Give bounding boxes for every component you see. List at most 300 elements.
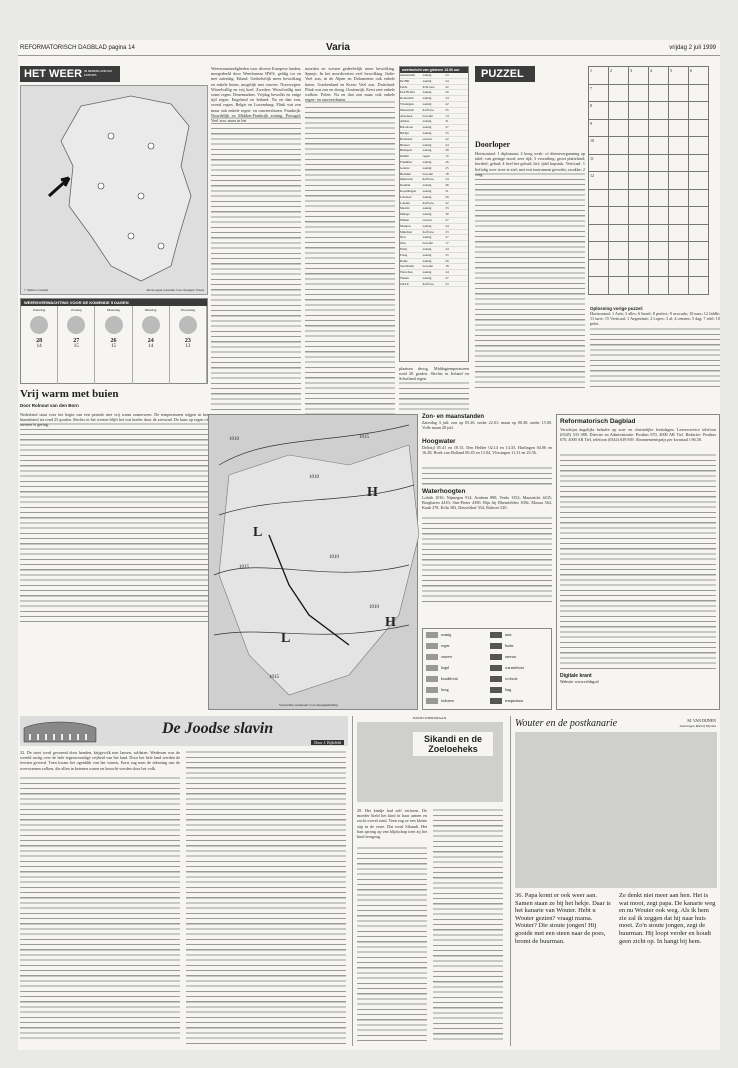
newspaper-page bbox=[18, 40, 720, 1050]
temp-cell: zonnig bbox=[422, 78, 432, 83]
puzzle-cell[interactable] bbox=[609, 102, 629, 120]
sikandi-comic bbox=[352, 716, 506, 1046]
puzzle-cell[interactable] bbox=[669, 102, 689, 120]
section-title: Varia bbox=[326, 42, 350, 53]
netherlands-map bbox=[20, 85, 208, 295]
isobar-label: 1010 bbox=[229, 437, 239, 442]
forecast-min: 14 bbox=[148, 344, 154, 349]
temp-cell: zonnig bbox=[422, 125, 432, 130]
puzzle-clues-text: Horizontaal: 1 diplomaat; 2 hoog werk- of dienstvergunning op tafel; van geringe nood; zeer tijd; 3 verzuiling: groot platteland; bordeel; gehad; 4 heel het geluid; lief; ijdel kopstuk. Verticaal: 1 lieftalig over twee te ziel; met een instrument gewerkt; zwakke; 2 verg. bbox=[475, 151, 585, 177]
puzzle-cell[interactable] bbox=[589, 242, 609, 260]
temp-cell: 14 bbox=[445, 113, 449, 118]
puzzle-cell[interactable] bbox=[649, 259, 669, 277]
colophon-footer: Digitale krant bbox=[560, 673, 592, 679]
sikandi-text: 29. Het kindje had zelf verloren. De moeder hield het kind in haar armen en zocht overal rond. Toen zag ze een kleine stip in de verte. Dat werd Sikandi. Het hart sprong op van blijdschap toen zij het kind terugzag. bbox=[357, 808, 427, 840]
sikandi-title: Sikandi en de Zoeloeheks bbox=[413, 732, 493, 756]
temp-cell: 20 bbox=[445, 90, 449, 95]
legend-label: hoog bbox=[441, 687, 449, 692]
puzzle-row bbox=[589, 102, 709, 120]
weather-legend bbox=[422, 628, 552, 710]
legend-label: mist bbox=[505, 632, 512, 637]
city-dot bbox=[108, 133, 114, 139]
forecast-day bbox=[21, 306, 58, 384]
temp-cell: 24 bbox=[445, 177, 449, 182]
temp-cell: 21 bbox=[445, 188, 449, 193]
puzzle-cell[interactable]: 12 bbox=[589, 172, 609, 190]
legend-symbol bbox=[426, 665, 438, 671]
forecast-max: 28 bbox=[36, 338, 43, 344]
isobar-label: 1010 bbox=[309, 475, 319, 480]
puzzle-cell[interactable] bbox=[629, 207, 649, 225]
puzzle-cell[interactable] bbox=[649, 224, 669, 242]
forecast-day bbox=[58, 306, 95, 384]
puzzle-cell[interactable] bbox=[589, 224, 609, 242]
puzzle-cell[interactable] bbox=[669, 259, 689, 277]
temp-cell: 18 bbox=[445, 264, 449, 269]
temp-cell: Eelde bbox=[400, 84, 408, 89]
low-pressure-label-2: L bbox=[281, 631, 291, 646]
forecast-min: 13 bbox=[185, 344, 191, 349]
temp-cell: 24 bbox=[445, 142, 449, 147]
forecast-max: 27 bbox=[73, 338, 80, 344]
temp-cell: 22 bbox=[445, 136, 449, 141]
puzzle-cell[interactable] bbox=[609, 189, 629, 207]
puzzle-cell[interactable] bbox=[609, 277, 629, 295]
legend-row bbox=[423, 662, 551, 673]
temp-cell: Nice bbox=[400, 235, 407, 240]
page-header bbox=[18, 40, 720, 56]
temp-cell: 24 bbox=[445, 223, 449, 228]
puzzle-cell[interactable] bbox=[649, 102, 669, 120]
puzzle-clues bbox=[475, 140, 585, 390]
city-dot bbox=[148, 143, 154, 149]
temp-cell: zonnig bbox=[422, 275, 432, 280]
forecast-max: 24 bbox=[147, 338, 154, 344]
europe-text-2-lines bbox=[305, 100, 395, 418]
isobar-label: 1015 bbox=[269, 675, 279, 680]
puzzle-row bbox=[589, 84, 709, 102]
forecast-max: 26 bbox=[110, 338, 117, 344]
slavin-col1 bbox=[20, 750, 180, 1046]
tide-text-lines bbox=[422, 466, 552, 486]
temp-cell: zonnig bbox=[422, 159, 432, 164]
puzzle-cell[interactable] bbox=[589, 277, 609, 295]
legend-label: temperatuur bbox=[505, 698, 524, 703]
puzzle-cell[interactable]: 3 bbox=[629, 67, 649, 85]
sun-cloud-icon bbox=[30, 316, 48, 334]
puzzle-solution-title: Oplossing vorige puzzel: bbox=[590, 306, 644, 311]
isobar-label: 1015 bbox=[239, 565, 249, 570]
temp-cell: Moskou bbox=[400, 223, 411, 228]
legend-row bbox=[423, 695, 551, 706]
puzzle-cell[interactable] bbox=[649, 137, 669, 155]
temperature-table bbox=[399, 66, 469, 362]
puzzle-cell[interactable] bbox=[609, 224, 629, 242]
temp-cell: 15 bbox=[445, 154, 449, 159]
puzzle-row bbox=[589, 242, 709, 260]
colophon-title: Reformatorisch Dagblad bbox=[560, 418, 636, 425]
puzzle-cell[interactable] bbox=[609, 207, 629, 225]
puzzle-cell[interactable] bbox=[609, 242, 629, 260]
puzzle-cell[interactable] bbox=[689, 119, 709, 137]
puzzle-cell[interactable] bbox=[609, 84, 629, 102]
temp-cell: München bbox=[400, 229, 413, 234]
puzzle-cell[interactable] bbox=[689, 242, 709, 260]
puzzle-cell[interactable] bbox=[669, 84, 689, 102]
header-left: REFORMATORISCH DAGBLAD pagina 14 bbox=[20, 45, 135, 51]
puzzle-cell[interactable] bbox=[689, 137, 709, 155]
temp-cell: 26 bbox=[445, 159, 449, 164]
wouter-sub: tekeningen Roelof Wijsma bbox=[679, 724, 716, 728]
temp-cell: 28 bbox=[445, 183, 449, 188]
temp-cell: half bew. bbox=[422, 107, 435, 112]
puzzle-cell[interactable] bbox=[629, 137, 649, 155]
puzzle-cell[interactable] bbox=[669, 224, 689, 242]
puzzle-cell[interactable] bbox=[669, 137, 689, 155]
temp-cell: Rome bbox=[400, 258, 408, 263]
high-pressure-label-2: H bbox=[385, 615, 396, 630]
isobar-label: 1010 bbox=[329, 555, 339, 560]
puzzle-title: Doorloper bbox=[475, 140, 511, 149]
temp-cell: Rotterdam bbox=[400, 96, 414, 101]
temp-cell: Parijs bbox=[400, 246, 408, 251]
sun-cloud-icon bbox=[67, 316, 85, 334]
puzzle-cell[interactable] bbox=[629, 277, 649, 295]
puzzle-row bbox=[589, 277, 709, 295]
temp-cell: Kopenhagen bbox=[400, 188, 417, 193]
puzzle-row bbox=[589, 137, 709, 155]
puzzle-cell[interactable]: 8 bbox=[589, 102, 609, 120]
forecast-min: 15 bbox=[73, 344, 79, 349]
temp-cell: Den Helder bbox=[400, 90, 415, 95]
puzzle-cell[interactable] bbox=[689, 224, 709, 242]
temp-cell: Vlissingen bbox=[400, 101, 414, 106]
puzzle-cell[interactable]: 5 bbox=[669, 67, 689, 85]
temp-cell: Zürich bbox=[400, 281, 409, 286]
puzzle-cell[interactable] bbox=[629, 242, 649, 260]
puzzle-cell[interactable]: 2 bbox=[609, 67, 629, 85]
legend-row bbox=[423, 640, 551, 651]
legend-label: isobaren bbox=[441, 698, 454, 703]
puzzle-cell[interactable] bbox=[649, 172, 669, 190]
forecast-day bbox=[133, 306, 170, 384]
temp-cell: De Bilt bbox=[400, 78, 410, 83]
temp-cell: 28 bbox=[445, 148, 449, 153]
temp-cell: Dublin bbox=[400, 154, 409, 159]
puzzle-cell[interactable]: 4 bbox=[649, 67, 669, 85]
colophon-lines bbox=[560, 453, 716, 673]
temp-cell: Maastricht bbox=[400, 107, 414, 112]
temp-cell: Frankfurt bbox=[400, 159, 413, 164]
tide-title: Hoogwater bbox=[422, 438, 456, 445]
puzzle-cell[interactable] bbox=[669, 277, 689, 295]
puzzle-cell[interactable] bbox=[629, 84, 649, 102]
europe-text-3-lines bbox=[399, 381, 469, 411]
temp-cell: half bew. bbox=[422, 281, 435, 286]
europe-text-3: plaatsen droog. Middagtemperaturen rond 28 graden. Slechts in Ierland en Schotland regen. bbox=[399, 366, 469, 382]
temp-cell: bewolkt bbox=[422, 113, 433, 118]
water-text: Lobith 1016; Nijmegen 914; Arnhem 890; Venlo 1352; Maastricht 4435; Borgharen 4410; Sint-Pieter 4390. Rijn bij Rheinfelden 1084, Maxau 564, Kaub 278, Köln 382, Düsseldorf 334, Ruhrort 520. bbox=[422, 495, 552, 511]
temp-cell: zonnig bbox=[422, 206, 432, 211]
puzzle-cell[interactable] bbox=[629, 172, 649, 190]
puzzle-row bbox=[589, 119, 709, 137]
weather-lead: Nederland staat voor het begin van een periode met vrij warm zomerweer. De temperaturen stijgen in het binnenland tot rond 25 graden. Slechts in het westen blijft het wat koeler door de zeewind. De kans op regen of onweer is gering. bbox=[20, 412, 208, 428]
legend-row bbox=[423, 673, 551, 684]
weather-logo-text: HET WEER bbox=[24, 68, 83, 80]
puzzle-cell[interactable] bbox=[589, 259, 609, 277]
legend-symbol bbox=[426, 643, 438, 649]
legend-symbol bbox=[490, 654, 502, 660]
puzzle-cell[interactable] bbox=[689, 84, 709, 102]
puzzle-row bbox=[589, 189, 709, 207]
temp-cell: 23 bbox=[445, 281, 449, 286]
europe-text-1: Weersomstandigheden voor diverse Europese landen, meegedeeld door Weerbureau HWS, geldig tot en met zaterdag. Eiland: Gedeeltelijk meer bewolking en enkele buien, mogelijk met onweer. Noorwegen: Wisselvallig en vrij koel. Zweden: Wisselvallig met soms regen. Denemarken: Vrijdag bewolkt en enige tijd regen. Engeland en Ierland: Na en dan zon, overal regen. Belgie en Luxemburg: Flink wat zon maar ook enkele regen- en onweersbuien. Frankrijk: Noordelijk en Midden-Frankrijk zonnig. Portugal: Veel zon, maar in het bbox=[211, 66, 301, 124]
temp-cell: Athene bbox=[400, 119, 410, 124]
puzzle-row bbox=[589, 224, 709, 242]
temp-cell: half bew. bbox=[422, 229, 435, 234]
temp-cell: Milaan bbox=[400, 217, 410, 222]
puzzle-cell[interactable] bbox=[669, 189, 689, 207]
europe-text-1-lines bbox=[211, 116, 301, 416]
legend-label: hagel bbox=[441, 665, 450, 670]
legend-row bbox=[423, 629, 551, 640]
puzzle-cell[interactable] bbox=[629, 154, 649, 172]
legend-symbol bbox=[426, 654, 438, 660]
puzzle-cell[interactable] bbox=[649, 119, 669, 137]
temp-cell: 27 bbox=[445, 235, 449, 240]
puzzle-cell[interactable] bbox=[689, 189, 709, 207]
puzzle-solution-text: Horizontaal: 1 Azie; 3 alles; 6 Israel; 8 perfect; 9 avocado; 10 max; 12 fiddle; 11 tarie; 15 Verticaal: 1 Argentinie; 2 Lopes; 3 al; 4 cement; 5 dag; 7 edel; 10 pelot. bbox=[590, 311, 720, 327]
temp-cell: 17 bbox=[445, 241, 449, 246]
temp-cell: zonnig bbox=[422, 90, 432, 95]
puzzle-cell[interactable] bbox=[629, 224, 649, 242]
tide-text: Delfzijl 05.41 en 18.15, Den Helder 02.14 en 14.35, Harlingen 04.06 en 16.28, Hoek van Holland 00.45 en 13.04, Vlissingen 11.31 en 23.56. bbox=[422, 445, 552, 456]
colophon-text: Verschijnt dagelijks behalve op zon- en christelijke feestdagen. Lezersservice telefoon (0345) 533 088. Directie en Administratie: Postbus 670, 4000 AR Tiel. Redactie: Postbus 670, 4000 AR Tiel, telefoon (0344) 639 839. Abonnementsprijs per kwartaal f 86,50. bbox=[560, 427, 716, 443]
temp-cell: Helsinki bbox=[400, 171, 411, 176]
temp-cell: Warschau bbox=[400, 270, 413, 275]
slavin-text: 32. De stoet werd gevormd door honden, krijgsvolk met lansen, soldaten. Wederom was de wereld rustig over de hele tegenwoordige vrijheid van het land. Door het hele land werden de feesten gevierd. Toen kwam het ogenblik van het vonnis. Eerst zag men de tekening van de overwonnen volken, die allen in ketenen waren en bezocht werden door het volk. bbox=[20, 750, 180, 771]
legend-row bbox=[423, 651, 551, 662]
puzzle-logo bbox=[475, 66, 535, 82]
temp-cell: zonnig bbox=[422, 73, 432, 77]
puzzle-cell[interactable] bbox=[609, 137, 629, 155]
puzzle-cell[interactable] bbox=[629, 189, 649, 207]
puzzle-cell[interactable] bbox=[689, 154, 709, 172]
temp-cell: zonnig bbox=[422, 142, 432, 147]
map-credit: © Meteo Consult bbox=[24, 288, 49, 292]
wouter-text-right: Ze denkt niet meer aan hen. Het is wat mooi, zegt papa. De kanarie weg en nu Wouter ook weg. Als ik hem zie zal ik zeggen dat hij naar huis moet. Zo'n stoute jongen, zegt de buurman. Hij loopt verder en houdt geen zicht op. In hangt bij hem. bbox=[619, 892, 716, 945]
legend-label: onweer bbox=[441, 654, 453, 659]
temp-cell: zonnig bbox=[422, 270, 432, 275]
legend-label: warmtefront bbox=[505, 665, 524, 670]
slavin-byline: Door J. Bijlefeld bbox=[311, 740, 344, 745]
temp-cell: Londen bbox=[400, 200, 410, 205]
temp-cell: zonnig bbox=[422, 183, 432, 188]
temp-cell: 24 bbox=[445, 96, 449, 101]
legend-symbol bbox=[426, 632, 438, 638]
puzzle-cell[interactable] bbox=[669, 119, 689, 137]
legend-symbol bbox=[426, 687, 438, 693]
puzzle-cell[interactable] bbox=[669, 172, 689, 190]
legend-label: koudefront bbox=[441, 676, 458, 681]
weather-byline: Door Rolnout van den Born bbox=[20, 403, 79, 408]
city-dot bbox=[98, 183, 104, 189]
temp-cell: Bordeaux bbox=[400, 136, 413, 141]
wouter-illustration bbox=[515, 732, 717, 888]
temp-cell: zonnig bbox=[422, 258, 432, 263]
temp-cell: 18 bbox=[445, 171, 449, 176]
puzzle-cell[interactable]: 1 bbox=[589, 67, 609, 85]
temp-cell: 25 bbox=[445, 107, 449, 112]
sikandi-col2-lines bbox=[433, 808, 503, 1042]
puzzle-cell[interactable] bbox=[589, 207, 609, 225]
temp-cell: Lissabon bbox=[400, 194, 412, 199]
puzzle-cell[interactable] bbox=[649, 277, 669, 295]
water-text-lines bbox=[422, 516, 552, 606]
forecast-day-name: Maandag bbox=[106, 308, 121, 312]
weather-headline: Vrij warm met buien bbox=[20, 388, 119, 400]
temp-cell: zonnig bbox=[422, 130, 432, 135]
temp-cell: regen bbox=[422, 154, 430, 159]
low-pressure-label: L bbox=[253, 525, 263, 540]
temp-cell: Wenen bbox=[400, 275, 409, 280]
legend-label: regen bbox=[441, 643, 450, 648]
puzzle-cell[interactable] bbox=[629, 102, 649, 120]
weather-europe-col1 bbox=[211, 66, 301, 418]
puzzle-cell[interactable] bbox=[649, 207, 669, 225]
puzzle-cell[interactable] bbox=[669, 207, 689, 225]
puzzle-cell[interactable] bbox=[609, 119, 629, 137]
puzzle-clues-lines bbox=[475, 172, 585, 392]
puzzle-cell[interactable] bbox=[649, 242, 669, 260]
temp-cell: zonnig bbox=[422, 252, 432, 257]
city-dot bbox=[158, 243, 164, 249]
puzzle-cell[interactable] bbox=[609, 154, 629, 172]
temp-cell: 25 bbox=[445, 252, 449, 257]
legend-symbol bbox=[490, 676, 502, 682]
isobar-label: 1015 bbox=[359, 435, 369, 440]
temp-cell: Praag bbox=[400, 252, 408, 257]
puzzle-cell[interactable] bbox=[609, 172, 629, 190]
forecast-title: WEERSVERWACHTING VOOR DE KOMENDE 5 DAGEN bbox=[21, 299, 207, 306]
puzzle-cell[interactable] bbox=[689, 172, 709, 190]
temp-cell: 23 bbox=[445, 73, 449, 77]
temp-cell: half bew. bbox=[422, 177, 435, 182]
puzzle-cell[interactable]: 9 bbox=[589, 119, 609, 137]
forecast-day bbox=[170, 306, 207, 384]
wouter-title: Wouter en de postkanarie bbox=[515, 718, 618, 729]
temp-cell: zonnig bbox=[422, 194, 432, 199]
puzzle-solution-lines bbox=[590, 327, 720, 387]
temp-cell: 22 bbox=[445, 101, 449, 106]
puzzle-cell[interactable] bbox=[629, 259, 649, 277]
weather-logo bbox=[20, 66, 120, 82]
legend-row bbox=[423, 684, 551, 695]
weather-article bbox=[20, 388, 208, 622]
puzzle-cell[interactable] bbox=[669, 242, 689, 260]
forecast-day-name: Woensdag bbox=[180, 308, 196, 312]
temp-cell: bewolkt bbox=[422, 171, 433, 176]
puzzle-cell[interactable] bbox=[689, 207, 709, 225]
puzzle-cell[interactable] bbox=[629, 119, 649, 137]
water-title: Waterhoogten bbox=[422, 488, 466, 495]
temp-cell: zonnig bbox=[422, 235, 432, 240]
legend-symbol bbox=[426, 698, 438, 704]
puzzle-cell[interactable]: 6 bbox=[689, 67, 709, 85]
temp-cell: Amsterdam bbox=[400, 73, 415, 77]
temp-cell: 25 bbox=[445, 165, 449, 170]
weather-body-text bbox=[20, 422, 208, 622]
temp-cell: 23 bbox=[445, 229, 449, 234]
wind-arrow bbox=[49, 178, 69, 196]
colosseum-illustration bbox=[20, 716, 100, 746]
puzzle-grid[interactable] bbox=[588, 66, 720, 302]
puzzle-cell[interactable] bbox=[649, 154, 669, 172]
legend-symbol bbox=[490, 698, 502, 704]
puzzle-cell[interactable]: 11 bbox=[589, 154, 609, 172]
puzzle-cell[interactable] bbox=[689, 277, 709, 295]
wouter-text-left: 36. Papa komt er ook weer aan. Samen staan ze bij het hekje. Daar is het kanarie van Wouter. Hebt u Wouter gezien? vraagt mama. Wouter? Die stoute jongen! Hij gooide met een steen naar de poes, bromt de buurman. bbox=[515, 892, 611, 945]
temp-row bbox=[400, 282, 468, 288]
temp-cell: 22 bbox=[445, 200, 449, 205]
puzzle-cell[interactable] bbox=[609, 259, 629, 277]
temp-cell: zonnig bbox=[422, 101, 432, 106]
slavin-banner bbox=[20, 716, 348, 746]
wouter-author: M. VAN DIJNEN bbox=[687, 718, 716, 723]
puzzle-cell[interactable] bbox=[649, 189, 669, 207]
sun-moon-text: Zaterdag 3 juli: zon op 05.26, onder 22.01; maan op 00.48, onder 15.00. Volle maan 28 juli. bbox=[422, 420, 552, 431]
legend-label: laag bbox=[505, 687, 512, 692]
legend-label: sneeuw bbox=[505, 654, 517, 659]
temp-cell: 25 bbox=[445, 130, 449, 135]
temp-cell: bewolkt bbox=[422, 241, 433, 246]
forecast-day bbox=[95, 306, 132, 384]
puzzle-row bbox=[589, 207, 709, 225]
puzzle-solution bbox=[590, 306, 720, 392]
temp-cell: 31 bbox=[445, 119, 449, 124]
temp-cell: zonnig bbox=[422, 96, 432, 101]
puzzle-row bbox=[589, 67, 709, 85]
landmass bbox=[219, 445, 419, 695]
puzzle-cell[interactable]: 7 bbox=[589, 84, 609, 102]
temp-cell: licht bew. bbox=[422, 84, 436, 89]
city-dot bbox=[128, 233, 134, 239]
temp-cell: Barcelona bbox=[400, 125, 413, 130]
puzzle-cell[interactable] bbox=[649, 84, 669, 102]
five-day-forecast bbox=[20, 298, 208, 384]
puzzle-cell[interactable] bbox=[689, 259, 709, 277]
temp-cell: Stockholm bbox=[400, 264, 414, 269]
puzzle-cell[interactable] bbox=[589, 189, 609, 207]
wouter-comic bbox=[510, 716, 720, 1046]
temp-cell: 30 bbox=[445, 212, 449, 217]
temp-cell: zonnig bbox=[422, 188, 432, 193]
legend-label: buien bbox=[505, 643, 514, 648]
puzzle-row bbox=[589, 154, 709, 172]
puzzle-cell[interactable] bbox=[689, 102, 709, 120]
temp-cell: Malaga bbox=[400, 212, 410, 217]
puzzle-row bbox=[589, 259, 709, 277]
tide-info bbox=[422, 414, 552, 624]
sikandi-author: DAVID WIERSMAAN bbox=[412, 716, 447, 720]
temp-cell: zonnig bbox=[422, 246, 432, 251]
puzzle-cell[interactable] bbox=[669, 154, 689, 172]
puzzle-cell[interactable]: 10 bbox=[589, 137, 609, 155]
sikandi-col1-lines bbox=[357, 846, 427, 1042]
temp-cell: half bew. bbox=[422, 200, 435, 205]
temp-cell: 33 bbox=[445, 206, 449, 211]
temp-cell: 22 bbox=[445, 84, 449, 89]
